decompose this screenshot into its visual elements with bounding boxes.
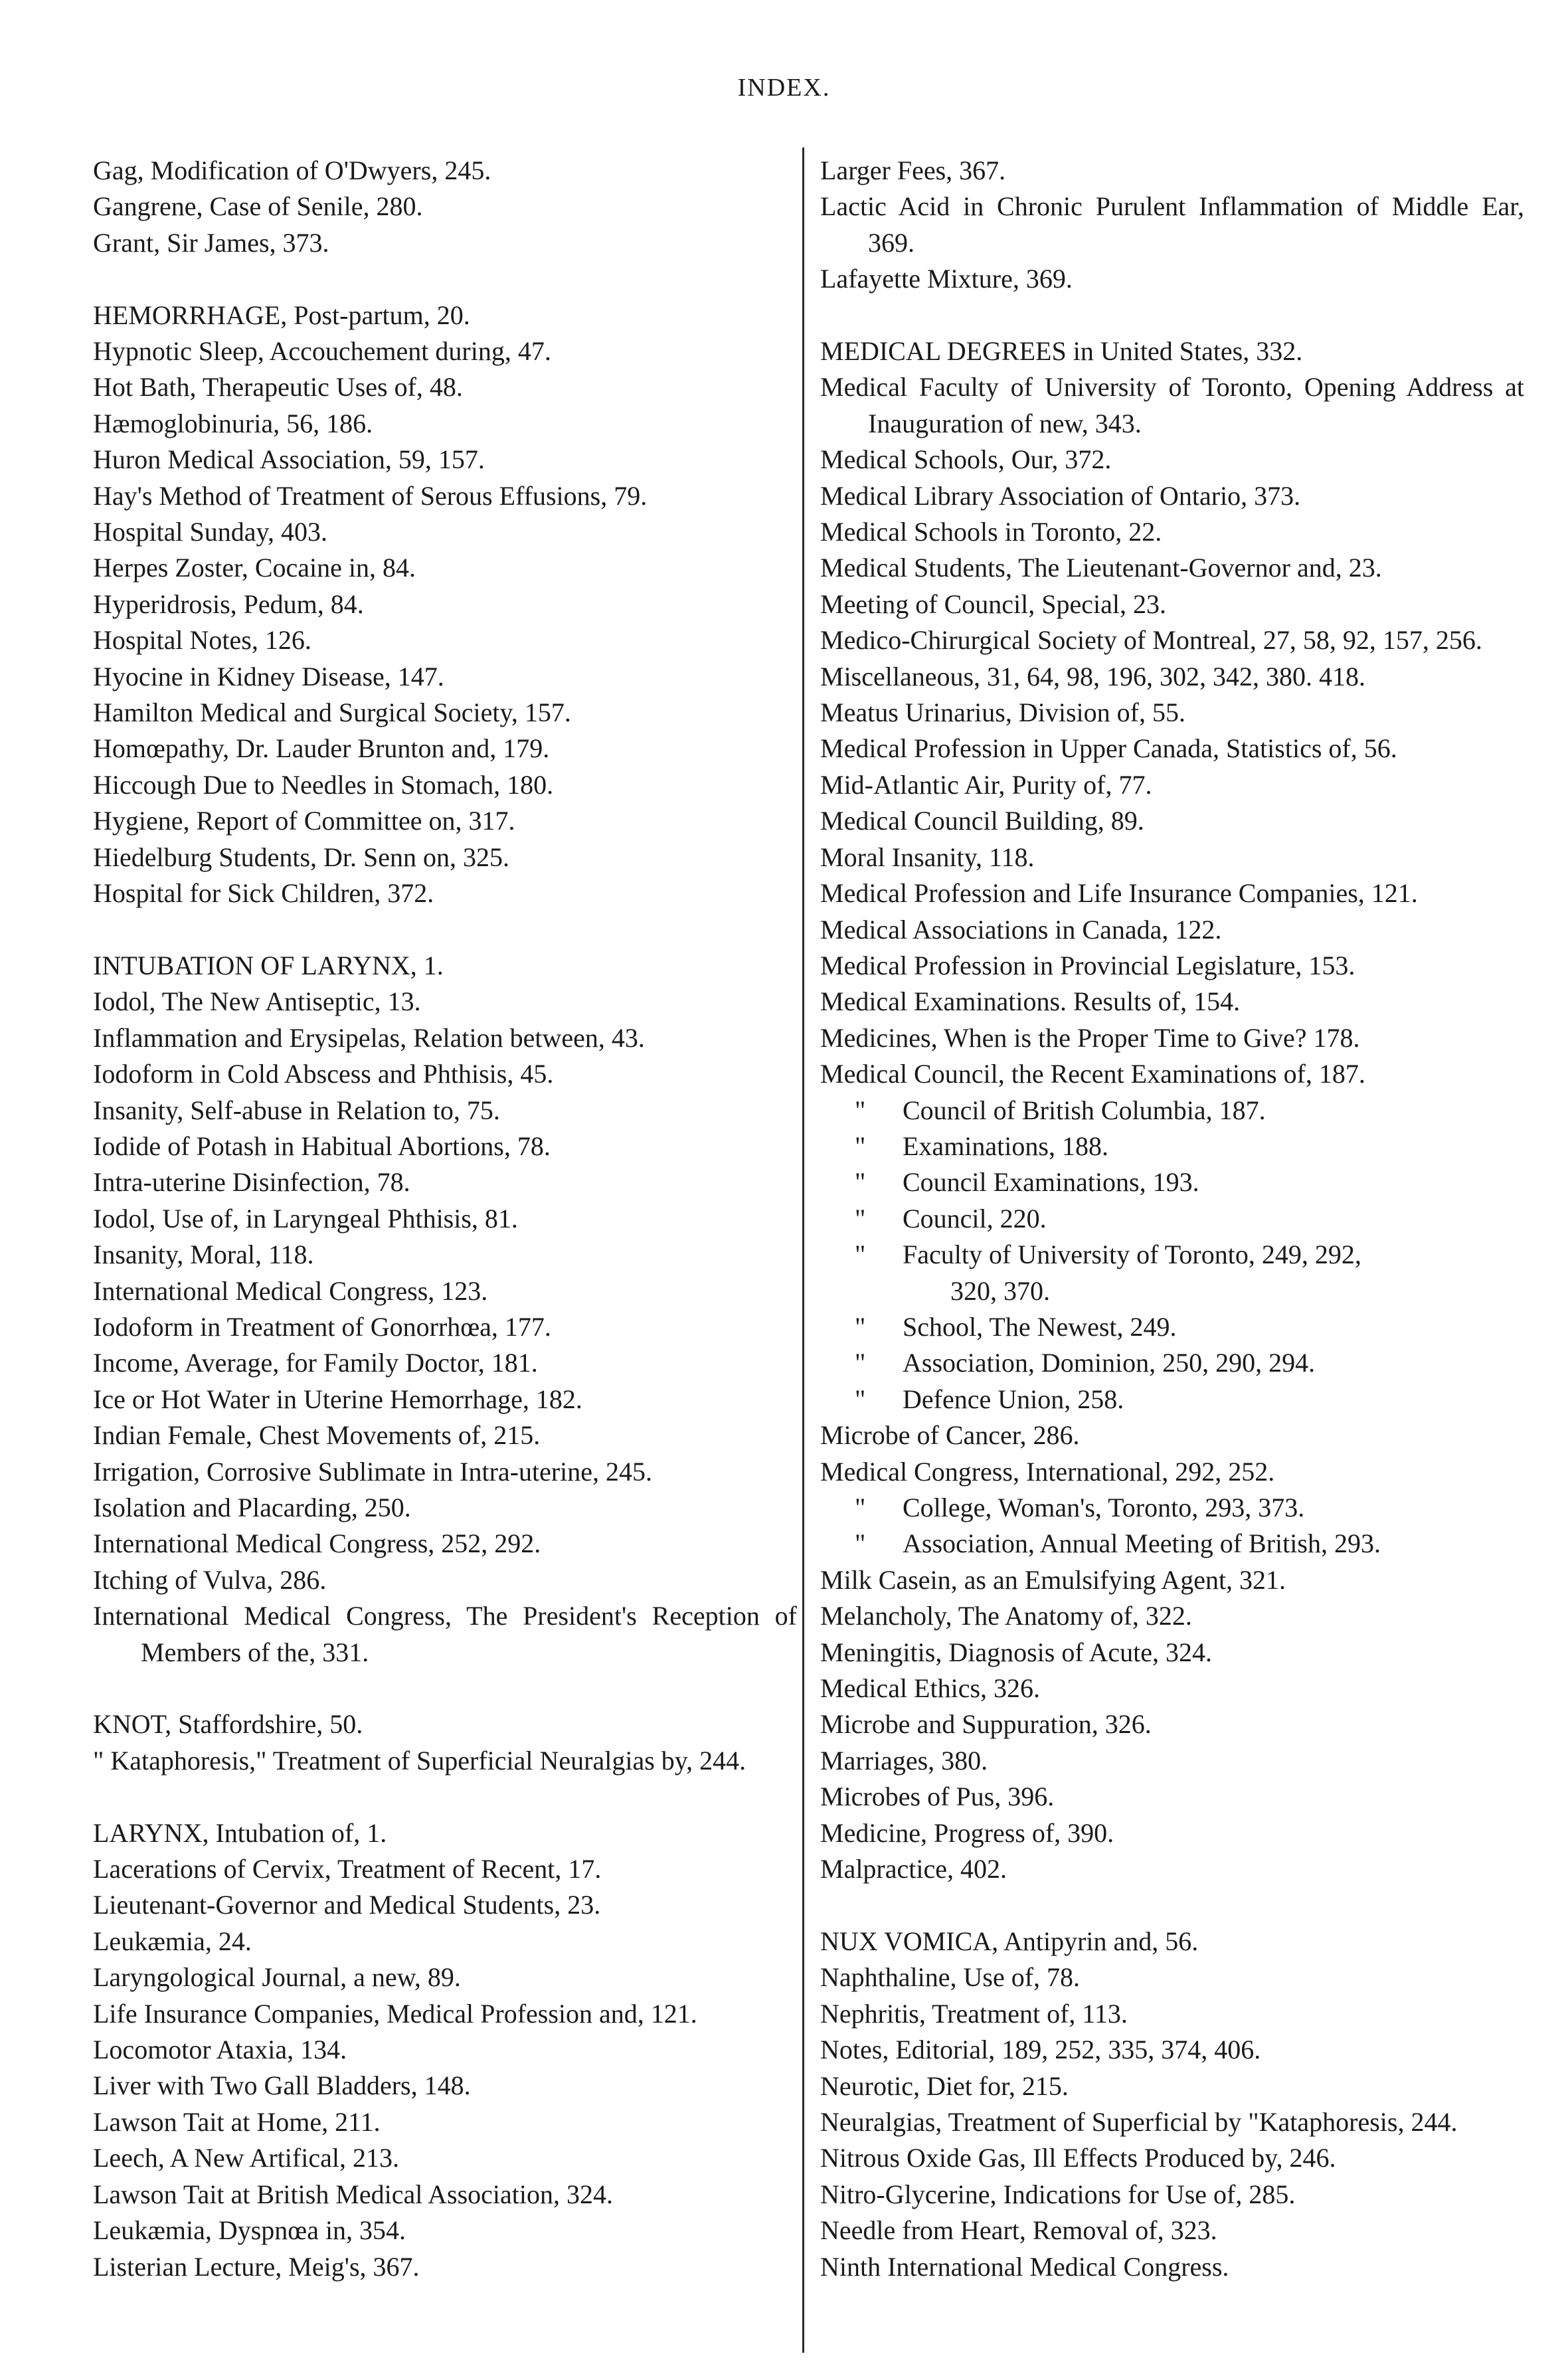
index-entry: Indian Female, Chest Movements of, 215. (93, 1420, 541, 1451)
index-entry: Microbes of Pus, 396. (820, 1782, 1055, 1812)
index-entry: Hiccough Due to Needles in Stomach, 180. (93, 769, 554, 800)
section-gap (820, 1887, 1524, 1923)
index-entry: Medicines, When is the Proper Time to Give? 178. (820, 1022, 1360, 1053)
ditto-mark: " (855, 1095, 866, 1125)
ditto-mark: " (855, 1528, 866, 1559)
page-title: INDEX. (737, 74, 831, 102)
index-entry-ditto (820, 1164, 1524, 1200)
index-entry: Microbe of Cancer, 286. (820, 1420, 1080, 1451)
index-entry-text (903, 1490, 1524, 1526)
index-entry: Medical Profession in Upper Canada, Statistics of, 56. (820, 733, 1397, 764)
index-entry: LARYNX, Intubation of, 1. (93, 1817, 387, 1848)
index-entry: Milk Casein, as an Emulsifying Agent, 321. (820, 1564, 1286, 1595)
index-entry: Gangrene, Case of Senile, 280. (93, 191, 423, 222)
index-entry: Hyperidrosis, Pedum, 84. (93, 589, 364, 619)
index-entry: KNOT, Staffordshire, 50. (93, 1709, 363, 1740)
index-entry: Laryngological Journal, a new, 89. (93, 1962, 461, 1993)
index-entry: Gag, Modification of O'Dwyers, 245. (93, 155, 491, 185)
index-entry: Hamilton Medical and Surgical Society, 157. (93, 697, 571, 728)
index-entry: Locomotor Ataxia, 134. (93, 2035, 347, 2065)
index-entry: Leech, A New Artifical, 213. (93, 2143, 399, 2173)
index-entry: Lafayette Mixture, 369. (820, 264, 1073, 294)
index-entry-text (903, 1382, 1524, 1417)
index-entry: Itching of Vulva, 286. (93, 1564, 327, 1595)
index-entry-text (903, 1129, 1524, 1164)
index-entry: Homœpathy, Dr. Lauder Brunton and, 179. (93, 733, 550, 764)
index-entry: Insanity, Moral, 118. (93, 1239, 314, 1270)
index-entry-text (903, 1164, 1524, 1200)
index-entry: Marriages, 380. (820, 1745, 988, 1776)
index-entry: Neuralgias, Treatment of Superficial by "Kataphoresis, 244. (820, 2106, 1458, 2137)
index-entry: Medico-Chirurgical Society of Montreal, 27, 58, 92, 157, 256. (820, 625, 1482, 656)
index-entry: Lawson Tait at Home, 211. (93, 2106, 381, 2137)
index-entry: Meningitis, Diagnosis of Acute, 324. (820, 1637, 1212, 1667)
index-entry: Nephritis, Treatment of, 113. (820, 1998, 1128, 2029)
index-entry: Malpractice, 402. (820, 1854, 1007, 1884)
index-entry-text (903, 1309, 1524, 1345)
index-entry: Lawson Tait at British Medical Association, 324. (93, 2179, 614, 2209)
index-entry: Medical Examinations. Results of, 154. (820, 986, 1241, 1017)
index-entry: Income, Average, for Family Doctor, 181. (93, 1348, 538, 1378)
index-entry-main: Faculty of University of Toronto, 249, 292, (903, 1239, 1361, 1270)
index-entry: " Kataphoresis," Treatment of Superficial Neuralgias by, 244. (93, 1745, 746, 1776)
index-entry: Nitro-Glycerine, Indications for Use of, 285. (820, 2179, 1296, 2209)
index-entry: Hospital for Sick Children, 372. (93, 878, 434, 909)
index-entry-ditto (820, 1129, 1524, 1164)
index-entry-ditto (820, 1309, 1524, 1345)
index-entry: Listerian Lecture, Meig's, 367. (93, 2251, 420, 2282)
index-entry: Medical Congress, International, 292, 252. (820, 1456, 1275, 1487)
ditto-mark: " (855, 1167, 866, 1198)
index-entry-text (903, 1201, 1524, 1237)
index-entry: Medical Council, the Recent Examinations of, 187. (820, 1059, 1365, 1089)
index-entry-main: Association, Dominion, 250, 290, 294. (903, 1348, 1316, 1378)
index-entry: Liver with Two Gall Bladders, 148. (93, 2070, 471, 2101)
index-entry: Moral Insanity, 118. (820, 842, 1035, 872)
index-entry: Medical Profession and Life Insurance Companies, 121. (820, 878, 1418, 909)
index-entry: Medical Council Building, 89. (820, 806, 1144, 836)
index-entry-main: School, The Newest, 249. (903, 1311, 1177, 1342)
ditto-mark: " (855, 1493, 866, 1523)
index-entry: Medical Profession in Provincial Legislature, 153. (820, 950, 1355, 980)
index-entry: HEMORRHAGE, Post-partum, 20. (93, 300, 470, 330)
index-entry: Leukæmia, 24. (93, 1926, 252, 1956)
index-entry: Inflammation and Erysipelas, Relation between, 43. (93, 1022, 645, 1053)
ditto-mark: " (855, 1348, 866, 1378)
index-entry: Miscellaneous, 31, 64, 98, 196, 302, 342, 380. 418. (820, 661, 1366, 691)
section-gap (93, 912, 797, 948)
index-entry: Huron Medical Association, 59, 157. (93, 444, 485, 475)
index-entry-text (903, 1345, 1524, 1381)
index-entry-ditto (820, 1201, 1524, 1237)
index-entry: Naphthaline, Use of, 78. (820, 1962, 1081, 1993)
index-entry: Medical Schools in Toronto, 22. (820, 517, 1162, 547)
index-entry: Mid-Atlantic Air, Purity of, 77. (820, 769, 1152, 800)
index-entry: Iodide of Potash in Habitual Abortions, 78. (93, 1131, 551, 1161)
index-entry: Iodol, Use of, in Laryngeal Phthisis, 81. (93, 1203, 518, 1234)
index-entry-text (903, 1237, 1524, 1309)
index-entry-main: Council of British Columbia, 187. (903, 1095, 1266, 1125)
index-entry: Medical Library Association of Ontario, 373. (820, 480, 1301, 511)
index-entry: International Medical Congress, 252, 292. (93, 1528, 541, 1559)
index-entry: Nitrous Oxide Gas, Ill Effects Produced by, 246. (820, 2143, 1336, 2173)
index-entry: Medical Associations in Canada, 122. (820, 914, 1222, 945)
index-entry: Meatus Urinarius, Division of, 55. (820, 697, 1185, 728)
index-entry: Notes, Editorial, 189, 252, 335, 374, 406. (820, 2035, 1261, 2065)
index-entry-text (903, 1093, 1524, 1129)
index-entry: MEDICAL DEGREES in United States, 332. (820, 336, 1303, 367)
ditto-mark: " (855, 1131, 866, 1161)
index-entry: Hospital Notes, 126. (93, 625, 311, 656)
index-entry: Hiedelburg Students, Dr. Senn on, 325. (93, 842, 510, 872)
index-entry: Hyocine in Kidney Disease, 147. (93, 661, 444, 691)
index-entry: Isolation and Placarding, 250. (93, 1493, 411, 1522)
index-entry: Meeting of Council, Special, 23. (820, 589, 1167, 619)
index-entry-main: Defence Union, 258. (903, 1384, 1124, 1414)
index-entry: Iodol, The New Antiseptic, 13. (93, 986, 421, 1017)
index-entry-main: Council, 220. (903, 1203, 1047, 1234)
index-entry: Hæmoglobinuria, 56, 186. (93, 408, 373, 438)
index-entry: Life Insurance Companies, Medical Profession and, 121. (93, 1998, 697, 2029)
ditto-mark: " (855, 1311, 866, 1342)
index-entry: Medical Ethics, 326. (820, 1673, 1041, 1704)
index-entry: Medicine, Progress of, 390. (820, 1817, 1114, 1848)
index-entry-main: College, Woman's, Toronto, 293, 373. (903, 1493, 1305, 1523)
index-entry: Medical Schools, Our, 372. (820, 444, 1112, 475)
index-entry: Intra-uterine Disinfection, 78. (93, 1167, 410, 1198)
index-entry: Lactic Acid in Chronic Purulent Inflammation of Middle Ear, 369. (820, 191, 1524, 258)
index-entry-text (903, 1526, 1524, 1562)
index-column-left (93, 153, 797, 2285)
section-gap (93, 1779, 797, 1815)
index-entry: Ice or Hot Water in Uterine Hemorrhage, 182. (93, 1384, 582, 1414)
index-entry: Insanity, Self-abuse in Relation to, 75. (93, 1095, 500, 1125)
section-gap (820, 298, 1524, 333)
index-entry: Medical Faculty of University of Toronto, Opening Address at Inauguration of new, 343. (820, 372, 1524, 438)
section-gap (93, 1671, 797, 1706)
index-entry: Iodoform in Cold Abscess and Phthisis, 45. (93, 1059, 554, 1089)
index-entry: Microbe and Suppuration, 326. (820, 1709, 1152, 1740)
index-entry: NUX VOMICA, Antipyrin and, 56. (820, 1926, 1199, 1956)
index-column-right (820, 153, 1524, 2285)
index-entry: Medical Students, The Lieutenant-Governor and, 23. (820, 553, 1382, 583)
index-entry-ditto (820, 1526, 1524, 1562)
index-entry: Grant, Sir James, 373. (93, 227, 329, 258)
ditto-mark: " (855, 1384, 866, 1414)
index-entry: Neurotic, Diet for, 215. (820, 2070, 1069, 2101)
index-entry: Needle from Heart, Removal of, 323. (820, 2215, 1217, 2246)
index-entry: Leukæmia, Dyspnœa in, 354. (93, 2215, 406, 2246)
index-entry: Hypnotic Sleep, Accouchement during, 47. (93, 336, 551, 367)
index-entry: Hay's Method of Treatment of Serous Effusions, 79. (93, 480, 648, 511)
index-entry-ditto (820, 1093, 1524, 1129)
index-entry-ditto (820, 1345, 1524, 1381)
index-entry: Irrigation, Corrosive Sublimate in Intra-uterine, 245. (93, 1456, 653, 1487)
index-entry-ditto (820, 1237, 1524, 1309)
index-entry: INTUBATION OF LARYNX, 1. (93, 950, 444, 980)
index-entry-ditto (820, 1490, 1524, 1526)
index-entry-main: Council Examinations, 193. (903, 1167, 1199, 1198)
index-entry-main: Examinations, 188. (903, 1131, 1108, 1161)
index-entry: Ninth International Medical Congress. (820, 2251, 1229, 2282)
index-entry: Hygiene, Report of Committee on, 317. (93, 806, 515, 836)
index-entry: Melancholy, The Anatomy of, 322. (820, 1601, 1192, 1631)
index-entry-main: Association, Annual Meeting of British, 293. (903, 1528, 1381, 1559)
index-entry: Lacerations of Cervix, Treatment of Recent, 17. (93, 1854, 602, 1884)
index-entry: International Medical Congress, The President's Reception of Members of the, 331. (93, 1601, 797, 1667)
index-entry: International Medical Congress, 123. (93, 1275, 488, 1306)
index-entry: Larger Fees, 367. (820, 155, 1006, 185)
index-entry: Herpes Zoster, Cocaine in, 84. (93, 553, 416, 583)
section-gap (93, 261, 797, 297)
index-entry: Iodoform in Treatment of Gonorrhœa, 177. (93, 1311, 551, 1342)
ditto-mark: " (855, 1203, 866, 1234)
index-entry: Lieutenant-Governor and Medical Students, 23. (93, 1890, 601, 1920)
ditto-mark: " (855, 1239, 866, 1270)
column-divider (802, 147, 804, 2353)
index-entry: Hot Bath, Therapeutic Uses of, 48. (93, 372, 463, 403)
index-entry-continuation: 320, 370. (950, 1275, 1050, 1306)
index-entry: Hospital Sunday, 403. (93, 517, 327, 547)
index-entry-ditto (820, 1382, 1524, 1417)
